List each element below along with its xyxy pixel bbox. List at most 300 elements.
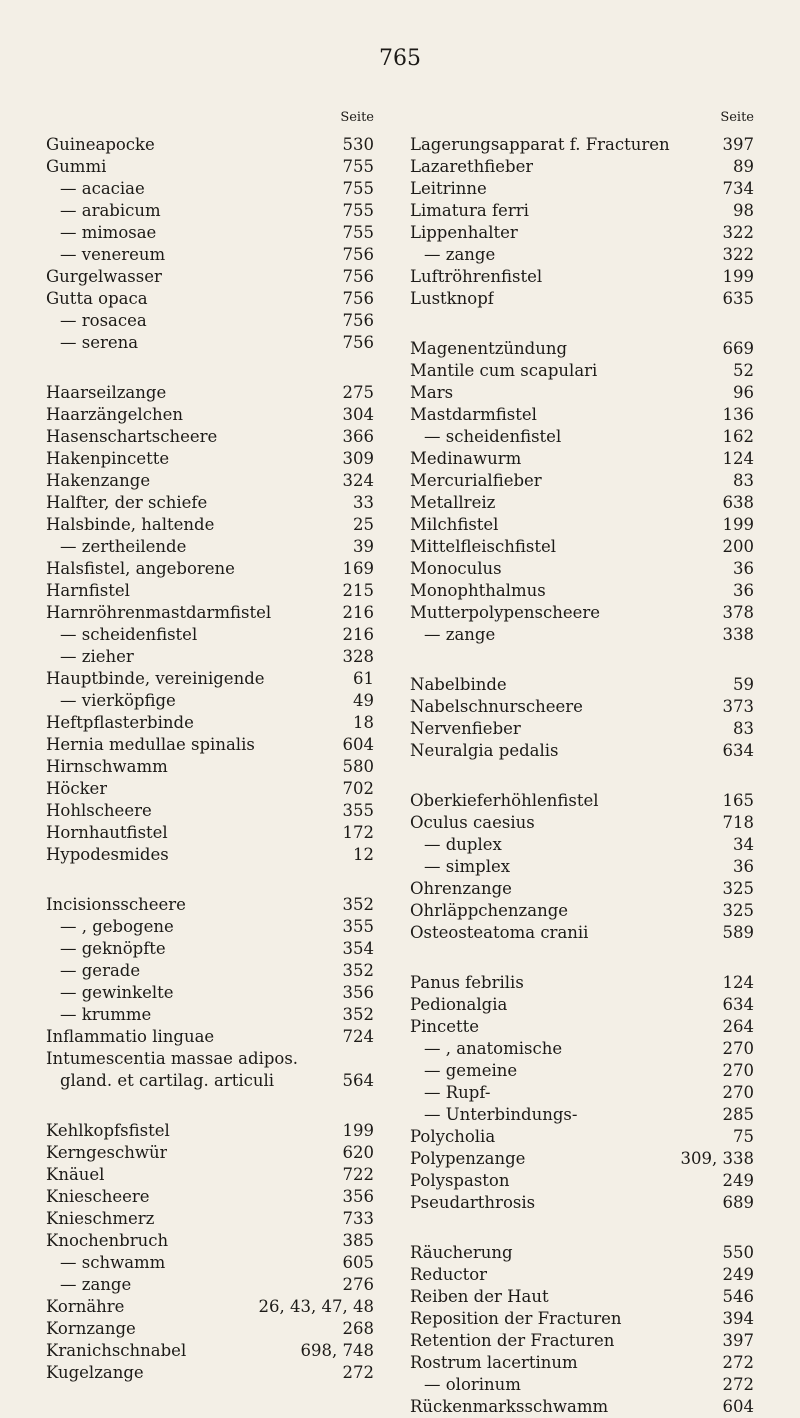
index-entry	[46, 1208, 374, 1230]
index-page-ref: 354	[342, 939, 374, 958]
index-page-ref: 199	[342, 1121, 374, 1140]
index-term: — serena	[60, 333, 139, 352]
index-page-ref: 394	[722, 1309, 754, 1328]
index-page-ref: 669	[722, 339, 754, 358]
index-entry	[46, 938, 374, 960]
index-entry	[46, 134, 374, 156]
index-entry	[410, 1396, 754, 1418]
index-entry	[46, 266, 374, 288]
index-entry	[410, 492, 754, 514]
index-page-ref: 580	[342, 757, 374, 776]
index-term: Panus febrilis	[410, 973, 524, 992]
index-term: — zange	[60, 1275, 132, 1294]
index-entry	[46, 222, 374, 244]
index-page-ref: 33	[353, 493, 374, 512]
index-entry	[410, 1374, 754, 1396]
index-entries-right	[410, 134, 754, 1418]
index-entry	[410, 878, 754, 900]
index-term: Räucherung	[410, 1243, 513, 1262]
index-entry	[410, 426, 754, 448]
index-term: Pincette	[410, 1017, 480, 1036]
index-term: Rückenmarksschwamm	[410, 1397, 609, 1416]
index-entry	[46, 778, 374, 800]
index-term: Kehlkopfsfistel	[46, 1121, 170, 1140]
index-entry	[410, 922, 754, 944]
index-term: Monophthalmus	[410, 581, 546, 600]
index-term: Mastdarmfistel	[410, 405, 537, 424]
index-page-ref: 309, 338	[680, 1149, 754, 1168]
index-page-ref: 98	[733, 201, 754, 220]
index-entry	[46, 1164, 374, 1186]
index-page-ref: 324	[342, 471, 374, 490]
index-page-ref: 75	[733, 1127, 754, 1146]
index-entry	[46, 470, 374, 492]
index-entry	[46, 426, 374, 448]
index-page-ref: 352	[342, 1005, 374, 1024]
index-page-ref: 52	[733, 361, 754, 380]
index-term: — arabicum	[60, 201, 161, 220]
index-entry	[46, 1120, 374, 1142]
index-entry	[46, 1026, 374, 1048]
index-term: Lustknopf	[410, 289, 494, 308]
index-entry	[410, 558, 754, 580]
index-term: Incisionsscheere	[46, 895, 186, 914]
index-term: — geknöpfte	[60, 939, 166, 958]
index-page-ref: 638	[722, 493, 754, 512]
index-page-ref: 36	[733, 857, 754, 876]
index-term: — gerade	[60, 961, 141, 980]
index-term: Halfter, der schiefe	[46, 493, 208, 512]
index-term: Polypenzange	[410, 1149, 526, 1168]
index-entry	[410, 674, 754, 696]
index-term: Osteosteatoma cranii	[410, 923, 589, 942]
index-term: Kugelzange	[46, 1363, 144, 1382]
section-gap	[46, 354, 374, 382]
index-entry	[46, 1296, 374, 1318]
index-entry	[46, 982, 374, 1004]
index-entry	[410, 222, 754, 244]
index-term: Knochenbruch	[46, 1231, 169, 1250]
index-page-ref: 530	[342, 135, 374, 154]
index-entry	[410, 602, 754, 624]
index-page-ref: 89	[733, 157, 754, 176]
index-page-ref: 634	[722, 995, 754, 1014]
index-page-ref: 604	[342, 735, 374, 754]
index-entry	[46, 1362, 374, 1384]
index-entry	[46, 536, 374, 558]
index-term: Hypodesmides	[46, 845, 169, 864]
index-term: Hohlscheere	[46, 801, 152, 820]
index-entry	[410, 994, 754, 1016]
index-term: — zange	[424, 245, 496, 264]
index-entry	[410, 134, 754, 156]
index-term: Ohrläppchenzange	[410, 901, 569, 920]
index-entry	[410, 156, 754, 178]
index-entry	[410, 178, 754, 200]
index-term: Pedionalgia	[410, 995, 508, 1014]
index-page-ref: 755	[342, 157, 374, 176]
index-page-ref: 756	[342, 333, 374, 352]
index-term: Metallreiz	[410, 493, 496, 512]
index-term: — , gebogene	[60, 917, 174, 936]
index-page-ref: 272	[722, 1375, 754, 1394]
index-page-ref: 25	[353, 515, 374, 534]
index-term: Haarseilzange	[46, 383, 167, 402]
index-page-ref: 338	[722, 625, 754, 644]
index-term: — acaciae	[60, 179, 145, 198]
index-page-ref: 270	[722, 1039, 754, 1058]
index-term: Kornähre	[46, 1297, 125, 1316]
section-gap	[410, 310, 754, 338]
index-term: — gemeine	[424, 1061, 518, 1080]
index-entry	[46, 1142, 374, 1164]
index-page-ref: 216	[342, 625, 374, 644]
index-page-ref: 756	[342, 267, 374, 286]
index-term: Rostrum lacertinum	[410, 1353, 578, 1372]
index-term: — vierköpfige	[60, 691, 176, 710]
index-term: Limatura ferri	[410, 201, 529, 220]
index-term: Pseudarthrosis	[410, 1193, 536, 1212]
index-entry	[410, 718, 754, 740]
index-page-ref: 39	[353, 537, 374, 556]
index-term: Hernia medullae spinalis	[46, 735, 255, 754]
index-page-ref: 172	[342, 823, 374, 842]
index-term: Kornzange	[46, 1319, 136, 1338]
index-page-ref: 199	[722, 515, 754, 534]
index-page-ref: 756	[342, 245, 374, 264]
index-term: — zertheilende	[60, 537, 187, 556]
index-page-ref: 755	[342, 201, 374, 220]
index-term: Leitrinne	[410, 179, 487, 198]
index-page-ref: 733	[342, 1209, 374, 1228]
index-term: — schwamm	[60, 1253, 166, 1272]
index-page-ref: 352	[342, 895, 374, 914]
index-entry	[46, 960, 374, 982]
index-entry	[410, 1082, 754, 1104]
index-entry	[46, 382, 374, 404]
index-page-ref: 564	[342, 1071, 374, 1090]
index-page-ref: 96	[733, 383, 754, 402]
index-page-ref: 34	[733, 835, 754, 854]
index-page-ref: 322	[722, 245, 754, 264]
index-term: Nervenfieber	[410, 719, 521, 738]
index-page-ref: 756	[342, 311, 374, 330]
index-entry	[410, 1038, 754, 1060]
index-term: Kranichschnabel	[46, 1341, 187, 1360]
index-page-ref: 385	[342, 1231, 374, 1250]
index-entry	[46, 894, 374, 916]
index-term: Knäuel	[46, 1165, 105, 1184]
index-page-ref: 373	[722, 697, 754, 716]
index-page-ref: 162	[722, 427, 754, 446]
index-term: — olorinum	[424, 1375, 521, 1394]
index-page-ref: 356	[342, 983, 374, 1002]
index-term: Nabelschnurscheere	[410, 697, 583, 716]
index-page-ref: 304	[342, 405, 374, 424]
index-page-ref: 755	[342, 179, 374, 198]
index-entry	[410, 1016, 754, 1038]
index-entry	[410, 266, 754, 288]
index-page-ref: 36	[733, 559, 754, 578]
index-term: Harnröhrenmastdarmfistel	[46, 603, 272, 622]
index-page-ref: 165	[722, 791, 754, 810]
index-page-ref: 702	[342, 779, 374, 798]
index-term: — rosacea	[60, 311, 147, 330]
index-term: Haarzängelchen	[46, 405, 183, 424]
index-page-ref: 605	[342, 1253, 374, 1272]
index-page-ref: 83	[733, 719, 754, 738]
index-page-ref: 325	[722, 879, 754, 898]
index-entry	[410, 834, 754, 856]
index-entry	[410, 1170, 754, 1192]
index-page-ref: 49	[353, 691, 374, 710]
index-page-ref: 756	[342, 289, 374, 308]
index-entry	[410, 1104, 754, 1126]
index-entry	[46, 244, 374, 266]
index-entry	[46, 712, 374, 734]
index-page-ref: 356	[342, 1187, 374, 1206]
index-page-ref: 249	[722, 1171, 754, 1190]
index-page-ref: 620	[342, 1143, 374, 1162]
index-entry	[410, 972, 754, 994]
index-term: Lippenhalter	[410, 223, 518, 242]
section-gap	[410, 646, 754, 674]
index-term: — , anatomische	[424, 1039, 563, 1058]
index-page-ref: 264	[722, 1017, 754, 1036]
page-number: 765	[379, 46, 421, 71]
index-entry	[46, 1048, 374, 1070]
index-term: Oculus caesius	[410, 813, 535, 832]
index-entry	[410, 856, 754, 878]
index-page-ref: 722	[342, 1165, 374, 1184]
index-page-ref: 18	[353, 713, 374, 732]
index-page-ref: 215	[342, 581, 374, 600]
index-entry	[46, 332, 374, 354]
index-page-ref: 635	[722, 289, 754, 308]
index-term: — zieher	[60, 647, 134, 666]
index-column-left	[46, 110, 374, 1384]
index-page-ref: 689	[722, 1193, 754, 1212]
index-term: Polyspaston	[410, 1171, 510, 1190]
column-header-seite: Seite	[720, 110, 754, 125]
index-entry	[410, 404, 754, 426]
index-term: — simplex	[424, 857, 511, 876]
index-page-ref: 268	[342, 1319, 374, 1338]
index-column-right	[410, 110, 754, 1418]
index-entries-left	[46, 134, 374, 1384]
index-entry	[46, 916, 374, 938]
index-page-ref: 270	[722, 1061, 754, 1080]
index-page-ref: 718	[722, 813, 754, 832]
index-page-ref: 724	[342, 1027, 374, 1046]
index-entry	[410, 448, 754, 470]
index-entry	[410, 1352, 754, 1374]
index-page-ref: 249	[722, 1265, 754, 1284]
index-page-ref: 136	[722, 405, 754, 424]
index-entry	[46, 1252, 374, 1274]
index-page-ref: 366	[342, 427, 374, 446]
index-term: — scheidenfistel	[424, 427, 562, 446]
index-entry	[46, 624, 374, 646]
index-entry	[410, 200, 754, 222]
index-entry	[410, 244, 754, 266]
index-term: — Rupf-	[424, 1083, 491, 1102]
index-term: Hakenpincette	[46, 449, 170, 468]
index-page-ref: 124	[722, 449, 754, 468]
index-page-ref: 546	[722, 1287, 754, 1306]
section-gap	[410, 1214, 754, 1242]
index-entry	[410, 382, 754, 404]
index-entry	[410, 1242, 754, 1264]
index-entry	[46, 288, 374, 310]
index-term: Halsfistel, angeborene	[46, 559, 235, 578]
index-entry	[46, 690, 374, 712]
index-page-ref: 275	[342, 383, 374, 402]
index-entry	[410, 288, 754, 310]
index-term: Oberkieferhöhlenfistel	[410, 791, 599, 810]
index-page-ref: 328	[342, 647, 374, 666]
index-page-ref: 59	[733, 675, 754, 694]
index-term: Mantile cum scapulari	[410, 361, 598, 380]
index-term: Mercurialfieber	[410, 471, 542, 490]
index-entry	[46, 844, 374, 866]
index-entry	[46, 580, 374, 602]
index-entry	[410, 514, 754, 536]
index-term: Gutta opaca	[46, 289, 148, 308]
index-term: Medinawurm	[410, 449, 522, 468]
index-term: Gummi	[46, 157, 107, 176]
index-term: Hornhautfistel	[46, 823, 168, 842]
index-term: Ohrenzange	[410, 879, 512, 898]
index-term: Kniescheere	[46, 1187, 150, 1206]
index-page-ref: 397	[722, 135, 754, 154]
index-entry	[410, 470, 754, 492]
index-entry	[46, 1318, 374, 1340]
index-entry	[46, 200, 374, 222]
index-term: — venereum	[60, 245, 166, 264]
index-term: Mars	[410, 383, 454, 402]
index-page-ref: 634	[722, 741, 754, 760]
index-term: Gurgelwasser	[46, 267, 162, 286]
index-page-ref: 199	[722, 267, 754, 286]
index-term: Nabelbinde	[410, 675, 507, 694]
index-entry	[410, 1286, 754, 1308]
index-page-ref: 734	[722, 179, 754, 198]
index-term: Harnfistel	[46, 581, 130, 600]
index-entry	[410, 740, 754, 762]
index-entry	[46, 734, 374, 756]
index-term: Lazarethfieber	[410, 157, 534, 176]
index-entry	[410, 900, 754, 922]
index-term: Polycholia	[410, 1127, 496, 1146]
index-term: Hakenzange	[46, 471, 151, 490]
index-term: Knieschmerz	[46, 1209, 155, 1228]
index-term: Retention der Fracturen	[410, 1331, 615, 1350]
index-term: — krumme	[60, 1005, 152, 1024]
index-term: Luftröhrenfistel	[410, 267, 543, 286]
index-entry	[410, 624, 754, 646]
index-page-ref: 216	[342, 603, 374, 622]
index-entry	[46, 668, 374, 690]
index-page-ref: 589	[722, 923, 754, 942]
index-entry	[46, 514, 374, 536]
section-gap	[410, 944, 754, 972]
index-page-ref: 755	[342, 223, 374, 242]
index-entry	[46, 800, 374, 822]
index-term: Hasenschartscheere	[46, 427, 218, 446]
section-gap	[46, 866, 374, 894]
index-page-ref: 83	[733, 471, 754, 490]
index-page-ref: 325	[722, 901, 754, 920]
index-entry	[410, 812, 754, 834]
index-page-ref: 270	[722, 1083, 754, 1102]
index-page-ref: 355	[342, 917, 374, 936]
index-entry	[410, 338, 754, 360]
index-entry	[410, 580, 754, 602]
column-header-seite: Seite	[340, 110, 374, 125]
index-entry	[410, 790, 754, 812]
index-page-ref: 200	[722, 537, 754, 556]
index-page-ref: 604	[722, 1397, 754, 1416]
index-term: Milchfistel	[410, 515, 499, 534]
index-term: Mutterpolypenscheere	[410, 603, 600, 622]
index-term: Mittelfleischfistel	[410, 537, 557, 556]
index-page-ref: 272	[722, 1353, 754, 1372]
index-term: Hirnschwamm	[46, 757, 168, 776]
index-entry	[46, 178, 374, 200]
index-entry	[410, 360, 754, 382]
index-entry	[46, 756, 374, 778]
index-entry	[46, 404, 374, 426]
index-entry	[46, 1230, 374, 1252]
index-entry	[410, 1126, 754, 1148]
index-page-ref: 550	[722, 1243, 754, 1262]
index-term: Guineapocke	[46, 135, 155, 154]
index-entry	[46, 492, 374, 514]
index-entry	[46, 646, 374, 668]
index-page-ref: 169	[342, 559, 374, 578]
index-term: Halsbinde, haltende	[46, 515, 215, 534]
index-term: — gewinkelte	[60, 983, 174, 1002]
index-page-ref: 61	[353, 669, 374, 688]
index-page-ref: 698, 748	[300, 1341, 374, 1360]
index-entry	[46, 448, 374, 470]
index-term: Reiben der Haut	[410, 1287, 549, 1306]
index-entry	[410, 1264, 754, 1286]
index-entry	[410, 536, 754, 558]
section-gap	[410, 762, 754, 790]
index-entry	[410, 696, 754, 718]
index-term: Reductor	[410, 1265, 488, 1284]
index-page-ref: 272	[342, 1363, 374, 1382]
index-entry	[410, 1060, 754, 1082]
index-page-ref: 322	[722, 223, 754, 242]
index-entry	[410, 1330, 754, 1352]
index-page-ref: 124	[722, 973, 754, 992]
section-gap	[46, 1092, 374, 1120]
index-entry	[410, 1148, 754, 1170]
index-entry	[46, 310, 374, 332]
index-term: gland. et cartilag. articuli	[60, 1071, 275, 1090]
index-entry	[46, 1274, 374, 1296]
index-entry	[46, 1186, 374, 1208]
index-term: Magenentzündung	[410, 339, 568, 358]
index-page-ref: 309	[342, 449, 374, 468]
index-page-ref: 397	[722, 1331, 754, 1350]
index-entry	[46, 602, 374, 624]
index-term: — zange	[424, 625, 496, 644]
index-page-ref: 12	[353, 845, 374, 864]
